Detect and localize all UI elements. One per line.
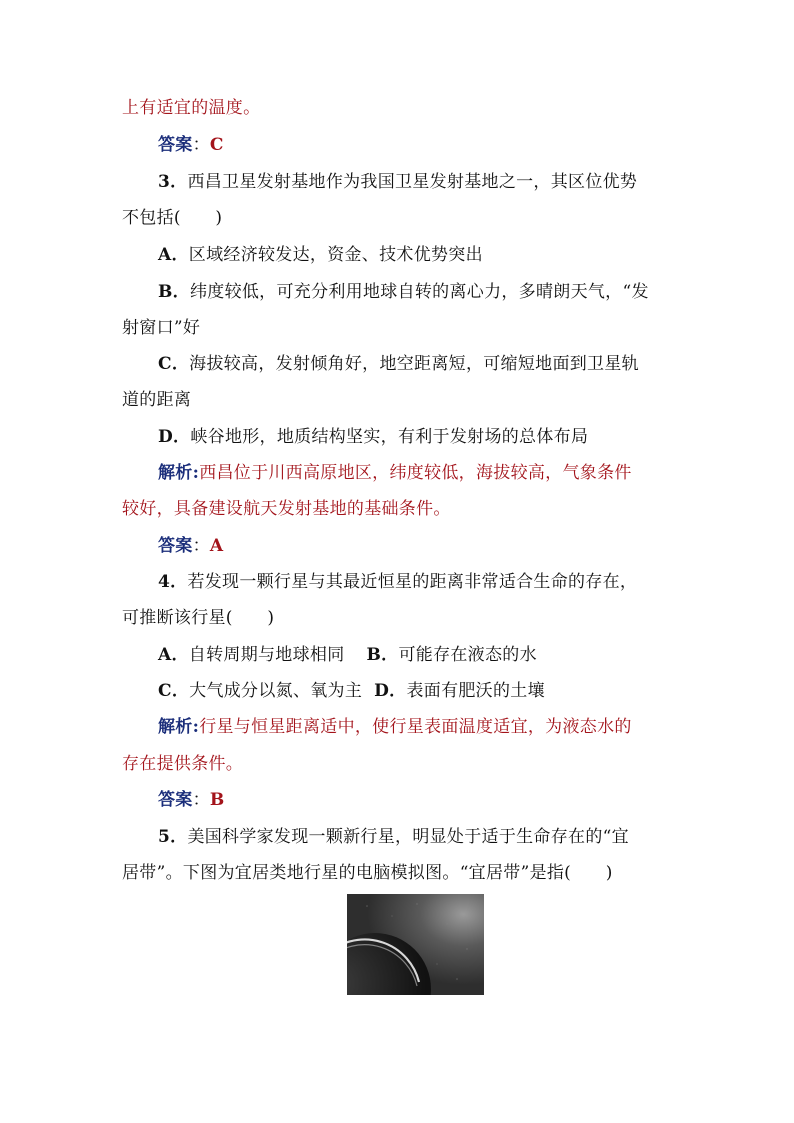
q4-analysis-line1	[158, 715, 682, 739]
option-text: 纬度较低，可充分利用地球自转的离心力，多晴朗天气，“发	[189, 282, 649, 302]
q3-answer	[158, 534, 682, 558]
option-letter: B．	[158, 282, 190, 302]
option-letter: B．	[366, 645, 399, 665]
question-number: 4．	[158, 572, 188, 592]
option-text: 表面有肥沃的土壤	[406, 681, 545, 701]
analysis-label: 解析	[158, 463, 193, 483]
q4-analysis-line2: 存在提供条件。	[122, 754, 244, 774]
option-text: 大气成分以氮、氧为主	[189, 681, 363, 701]
q5-stem-text: 美国科学家发现一颗新行星，明显处于适于生命存在的“宜	[187, 827, 629, 847]
planet-image-icon	[347, 894, 484, 995]
q3-option-c-line2: 道的距离	[122, 390, 192, 410]
option-text: 区域经济较发达，资金、技术优势突出	[188, 245, 483, 265]
q4-stem-line1	[158, 570, 682, 594]
answer-value: C	[209, 135, 224, 155]
q4-stem-text: 若发现一颗行星与其最近恒星的距离非常适合生命的存在，	[187, 572, 638, 592]
answer-value: B	[209, 790, 225, 810]
q4-options-ab	[158, 643, 682, 667]
option-letter: C．	[158, 354, 190, 374]
analysis-sep: :	[192, 463, 200, 483]
q3-analysis-line2: 较好，具备建设航天发射基地的基础条件。	[122, 499, 451, 519]
q4-stem-line2: 可推断该行星( )	[122, 608, 275, 628]
option-text: 可能存在液态的水	[398, 645, 537, 665]
option-text: 自转周期与地球相同	[188, 645, 345, 665]
analysis-sep: :	[192, 717, 200, 737]
answer-label: 答案	[158, 536, 193, 556]
analysis-text: 行星与恒星距离适中，使行星表面温度适宜，为液态水的	[199, 717, 632, 737]
q5-stem-line2: 居带”。下图为宜居类地行星的电脑模拟图。“宜居带”是指( )	[122, 863, 613, 883]
q4-answer	[158, 788, 682, 812]
answer-label: 答案	[158, 790, 193, 810]
q4-options-cd	[158, 679, 682, 703]
answer-label: 答案	[158, 135, 193, 155]
q3-option-c-line1	[158, 352, 682, 376]
analysis-label: 解析	[158, 717, 193, 737]
q3-stem-line1	[158, 170, 682, 194]
option-letter: D．	[158, 427, 191, 447]
answer-sep: ：	[192, 135, 210, 155]
option-letter: C．	[158, 681, 190, 701]
q3-stem-line2: 不包括( )	[122, 208, 223, 228]
answer-value: A	[209, 536, 224, 556]
q5-stem-line1	[158, 825, 682, 849]
q3-stem-text: 西昌卫星发射基地作为我国卫星发射基地之一，其区位优势	[187, 172, 638, 192]
answer-sep: ：	[192, 536, 210, 556]
question-number: 5．	[158, 827, 188, 847]
q3-option-b-line2: 射窗口”好	[122, 318, 201, 338]
option-letter: D．	[374, 681, 407, 701]
q2-answer	[158, 133, 682, 157]
q3-analysis-line1	[158, 461, 682, 485]
analysis-text: 西昌位于川西高原地区，纬度较低，海拔较高，气象条件	[199, 463, 632, 483]
q3-option-b-line1	[158, 280, 682, 304]
q3-option-d	[158, 425, 682, 449]
option-text: 海拔较高，发射倾角好，地空距离短，可缩短地面到卫星轨	[189, 354, 639, 374]
option-letter: A．	[158, 645, 189, 665]
option-text: 峡谷地形，地质结构坚实，有利于发射场的总体布局	[190, 427, 589, 447]
q2-analysis-tail: 上有适宜的温度。	[122, 98, 261, 118]
planet-image	[347, 894, 484, 995]
question-number: 3．	[158, 172, 188, 192]
option-letter: A．	[158, 245, 189, 265]
q3-option-a	[158, 243, 682, 267]
answer-sep: ：	[192, 790, 210, 810]
